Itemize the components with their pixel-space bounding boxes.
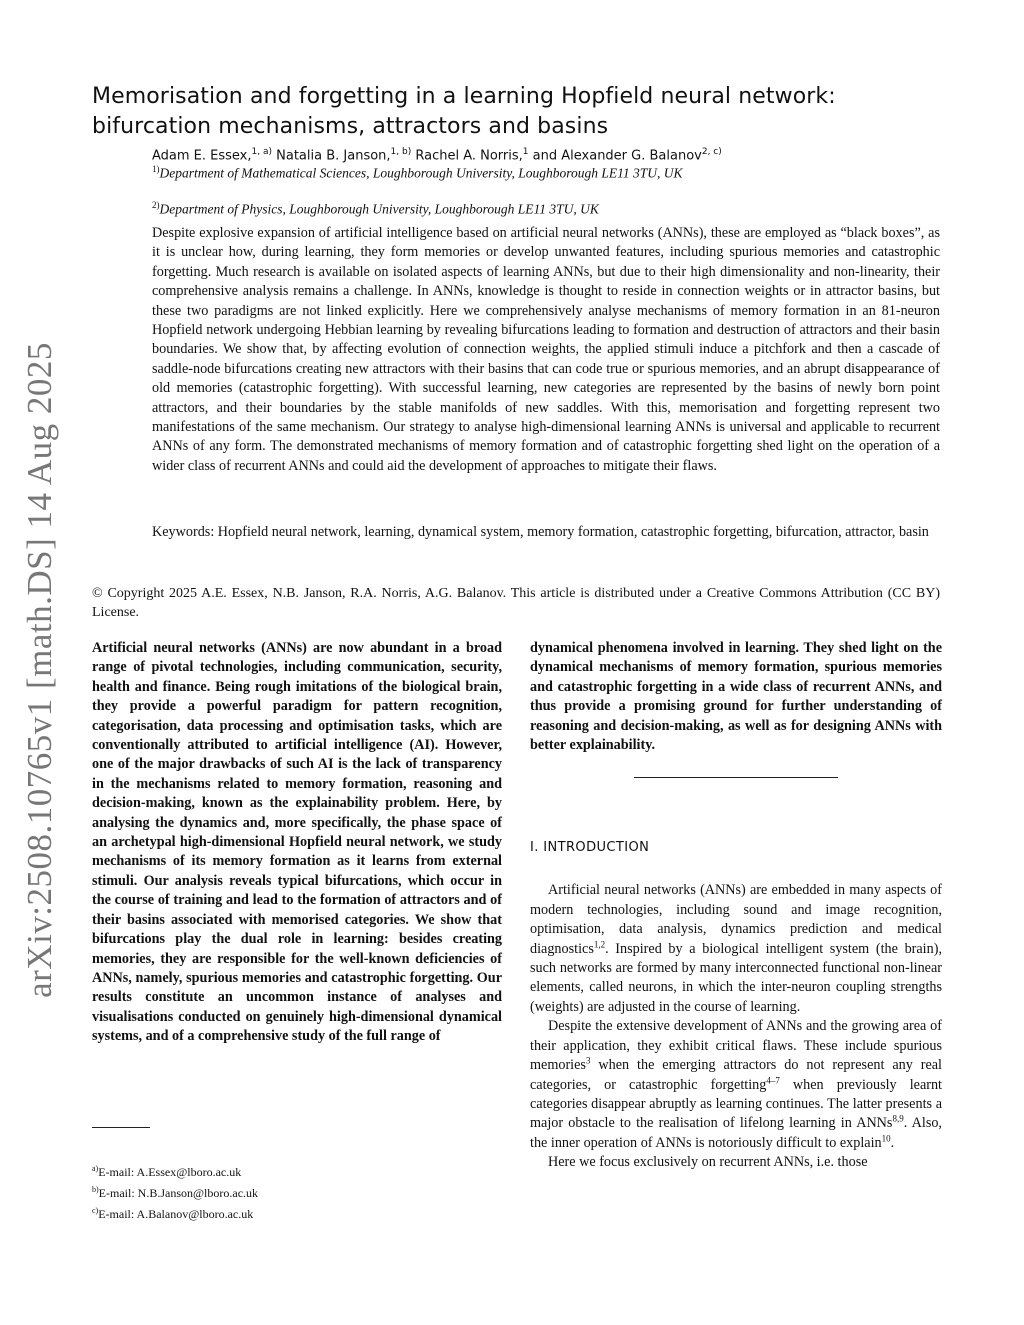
intro-text: when the emerging attractors do not represent any real categories, or catastrophic forgetting: [530, 1057, 942, 1093]
affiliation-1: [152, 161, 752, 182]
left-column: [92, 639, 502, 1047]
footnote-1: [92, 1160, 492, 1181]
keywords: Keywords: Hopfield neural network, learning, dynamical system, memory formation, catastrophic forgetting, bifurcation, attractor, basin: [152, 524, 929, 540]
significance-statement-part-1: Artificial neural networks (ANNs) are now abundant in a broad range of pivotal technologies, including communication, security, health and finance. Being rough imitations of the biological brain, they provide a powerful paradigm for pattern recognition, categorisation, data processing and optimisation tasks, which are conventionally attributed to artificial intelligence (AI). However, one of the major drawbacks of such AI is the lack of transparency in the mechanisms related to memory formation, reasoning and decision-making, known as the explainability problem. Here, by analysing the dynamics and, more specifically, the phase space of an archetypal high-dimensional Hopfield neural network, we study mechanisms of its memory formation as it learns from external stimuli. Our analysis reveals typical bifurcations, which occur in the course of training and lead to the formation of attractors and of their basins associated with memorised categories. We show that bifurcations play the dual role in learning: besides creating memories, they are responsible for the well-known deficiencies of ANNs, namely, spurious memories and catastrophic forgetting. Our results constitute an uncommon instance of analyses and visualisations conducted on genuinely high-dimensional dynamical systems, and of a comprehensive study of the full range of: [92, 640, 502, 1045]
citation-link[interactable]: 1,2: [593, 938, 606, 949]
footnotes: [92, 1160, 492, 1223]
footnote-email-link[interactable]: E-mail: A.Balanov@lboro.ac.uk: [98, 1207, 254, 1221]
section-heading-introduction: I. INTRODUCTION: [530, 840, 650, 856]
affiliation-mark: 2): [152, 200, 160, 210]
citation-link[interactable]: 3: [585, 1055, 591, 1066]
intro-text: Despite the extensive development of ANNs and the growing area of their application, they exhibit critical flaws. These include spurious memories: [530, 1018, 942, 1074]
significance-statement-part-2: dynamical phenomena involved in learning. They shed light on the dynamical mechanisms of memory formation, spurious memories and catastrophic forgetting in a wide class of recurrent ANNs, and thus provide a promising ground for further understanding of reasoning and decision-making, as well as for designing ANNs with better explainability.: [530, 640, 942, 754]
author-affiliation-mark: 1: [522, 147, 529, 157]
intro-paragraph-3: Here we focus exclusively on recurrent ANNs, i.e. those: [548, 1154, 868, 1171]
author-name: Natalia B. Janson,: [276, 148, 391, 164]
affiliation-text: Department of Mathematical Sciences, Loughborough University, Loughborough LE11 3TU, UK: [159, 165, 683, 181]
author-affiliation-mark: 1, b): [390, 147, 412, 157]
footnote-email-link[interactable]: E-mail: N.B.Janson@lboro.ac.uk: [98, 1186, 259, 1200]
author-name: and Alexander G. Balanov: [532, 148, 702, 164]
intro-text: when previously learnt categories disappear abruptly as learning continues. The latter presents a major obstacle to the realisation of lifelong learning in ANNs: [530, 1076, 942, 1132]
intro-paragraph-1: [530, 881, 942, 1017]
intro-text: . Also, the inner operation of ANNs is notoriously difficult to explain: [530, 1115, 942, 1151]
right-column: [530, 639, 942, 1173]
author-affiliation-mark: 2, c): [701, 147, 722, 157]
footnote-rule: [92, 1127, 150, 1128]
affiliation-2: [152, 197, 752, 218]
arxiv-identifier-stamp: [10, 342, 70, 998]
footnote-2: [92, 1181, 492, 1202]
affiliation-text: Department of Physics, Loughborough University, Loughborough LE11 3TU, UK: [159, 201, 599, 217]
section-separator-rule: [634, 777, 838, 778]
arxiv-identifier-text: arXiv:2508.10765v1 [math.DS] 14 Aug 2025: [20, 342, 60, 998]
author-name: Rachel A. Norris,: [415, 148, 523, 164]
affiliation-mark: 1): [152, 164, 160, 174]
footnote-3: [92, 1202, 492, 1223]
citation-link[interactable]: 10: [881, 1132, 891, 1143]
citation-link[interactable]: 4–7: [766, 1074, 780, 1085]
footnote-mark: b): [92, 1185, 99, 1194]
intro-text: Artificial neural networks (ANNs) are embedded in many aspects of modern technologies, including sound and image recognition, optimisation, data analysis, dynamics prediction and medical diagnostics: [530, 882, 942, 957]
footnote-mark: a): [92, 1164, 99, 1173]
citation-link[interactable]: 8,9: [892, 1113, 904, 1124]
copyright-notice: © Copyright 2025 A.E. Essex, N.B. Janson, R.A. Norris, A.G. Balanov. This article is distributed under a Creative Commons Attribution (CC BY) License.: [92, 586, 940, 620]
abstract: Despite explosive expansion of artificial intelligence based on artificial neural networks (ANNs), these are employed as “black boxes”, as it is unclear how, during learning, they form memories or develop unwanted features, including spurious memories and catastrophic forgetting. Much research is available on isolated aspects of learning ANNs, but due to their high dimensionality and non-linearity, their comprehensive analysis remains a challenge. In ANNs, knowledge is thought to reside in connection weights or in attractor basins, but these two paradigms are not linked explicitly. Here we comprehensively analyse mechanisms of memory formation in an 81-neuron Hopfield network undergoing Hebbian learning by revealing bifurcations leading to formation and destruction of attractors and their basin boundaries. We show that, by affecting evolution of connection weights, the applied stimuli induce a pitchfork and then a cascade of saddle-node bifurcations creating new attractors with their basins that can code true or spurious memories, and an abrupt disappearance of old memories (catastrophic forgetting). With successful learning, new categories are represented by the basins of newly born point attractors, and their boundaries by the stable manifolds of new saddles. With this, memorisation and forgetting represent two manifestations of the same mechanism. Our strategy to analyse high-dimensional learning ANNs is universal and applicable to recurrent ANNs of any form. The demonstrated mechanisms of memory formation and of catastrophic forgetting shed light on the operation of a wider class of recurrent ANNs and could aid the development of approaches to mitigate their flaws.: [152, 225, 940, 474]
footnote-email-link[interactable]: E-mail: A.Essex@lboro.ac.uk: [98, 1165, 242, 1179]
intro-paragraph-2: [530, 1017, 942, 1153]
intro-text: . Inspired by a biological intelligent system (the brain), such networks are formed by many interconnected functional non-linear elements, called neurons, in which the inter-neuron coupling strengths (weights) are adjusted in the course of learning.: [530, 940, 942, 1015]
footnote-mark: c): [92, 1206, 99, 1215]
author-name: Adam E. Essex,: [152, 148, 252, 164]
author-affiliation-mark: 1, a): [251, 147, 272, 157]
intro-text: .: [890, 1134, 895, 1151]
paper-title: Memorisation and forgetting in a learning Hopfield neural network: bifurcation mechanisms, attractors and basins: [92, 84, 836, 139]
